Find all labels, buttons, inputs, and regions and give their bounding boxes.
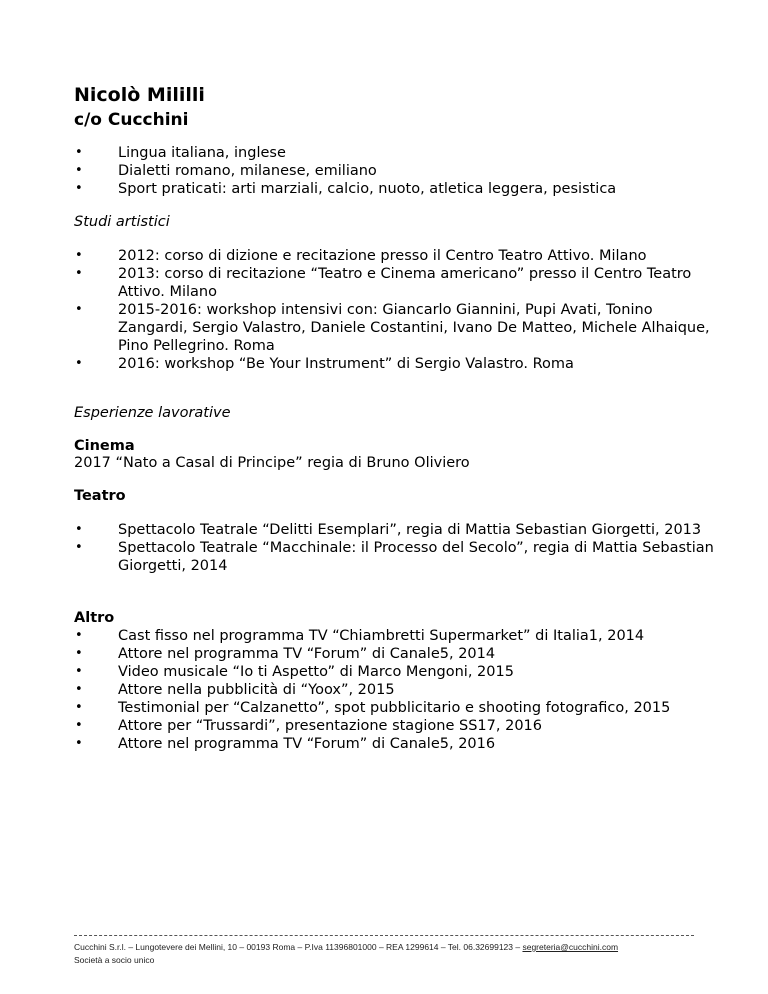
altro-list [74,627,714,753]
list-item: • Dialetti romano, milanese, emiliano [74,162,714,180]
studi-list [74,247,714,373]
list-item: • Testimonial per “Calzanetto”, spot pubblicitario e shooting fotografico, 2015 [74,699,714,717]
list-item: • Attore nel programma TV “Forum” di Canale5, 2016 [74,735,714,753]
cinema-entry: 2017 “Nato a Casal di Principe” regia di Bruno Oliviero [74,455,470,471]
section-heading-studi: Studi artistici [74,214,170,230]
list-item: • 2015-2016: workshop intensivi con: Giancarlo Giannini, Pupi Avati, Tonino Zangardi, Sergio Valastro, Daniele Costantini, Ivano De Matteo, Michele Alhaique, Pino Pellegrino. Roma [74,301,714,355]
list-item: • 2013: corso di recitazione “Teatro e Cinema americano” presso il Centro Teatro Attivo. Milano [74,265,714,301]
profile-list [74,144,714,198]
teatro-list [74,521,714,575]
teatro-heading: Teatro [74,488,126,504]
footer-company-line [74,941,618,954]
footer-email-link[interactable]: segreteria@cucchini.com [522,942,619,952]
footer-divider [74,935,694,936]
list-item: • Attore nel programma TV “Forum” di Canale5, 2014 [74,645,714,663]
list-item: • Spettacolo Teatrale “Delitti Esemplari”, regia di Mattia Sebastian Giorgetti, 2013 [74,521,714,539]
list-item: • Attore per “Trussardi”, presentazione stagione SS17, 2016 [74,717,714,735]
altro-heading: Altro [74,610,115,626]
footer [74,941,618,967]
list-item: • 2012: corso di dizione e recitazione presso il Centro Teatro Attivo. Milano [74,247,714,265]
person-name: Nicolò Mililli [74,84,205,106]
list-item: • Cast fisso nel programma TV “Chiambretti Supermarket” di Italia1, 2014 [74,627,714,645]
list-item: • Spettacolo Teatrale “Macchinale: il Processo del Secolo”, regia di Mattia Sebastian Giorgetti, 2014 [74,539,714,575]
footer-company-text: Cucchini S.r.l. – Lungotevere dei Mellini, 10 – 00193 Roma – P.Iva 11396801000 – REA 1299614 – Tel. 06.32699123 – [74,942,523,952]
cinema-heading: Cinema [74,438,135,454]
list-item: • Attore nella pubblicità di “Yoox”, 2015 [74,681,714,699]
agency-label: c/o Cucchini [74,110,189,130]
list-item: • Video musicale “Io ti Aspetto” di Marco Mengoni, 2015 [74,663,714,681]
list-item: • Lingua italiana, inglese [74,144,714,162]
section-heading-esperienze: Esperienze lavorative [74,405,231,421]
list-item: • 2016: workshop “Be Your Instrument” di Sergio Valastro. Roma [74,355,714,373]
list-item: • Sport praticati: arti marziali, calcio, nuoto, atletica leggera, pesistica [74,180,714,198]
footer-note: Società a socio unico [74,955,155,965]
